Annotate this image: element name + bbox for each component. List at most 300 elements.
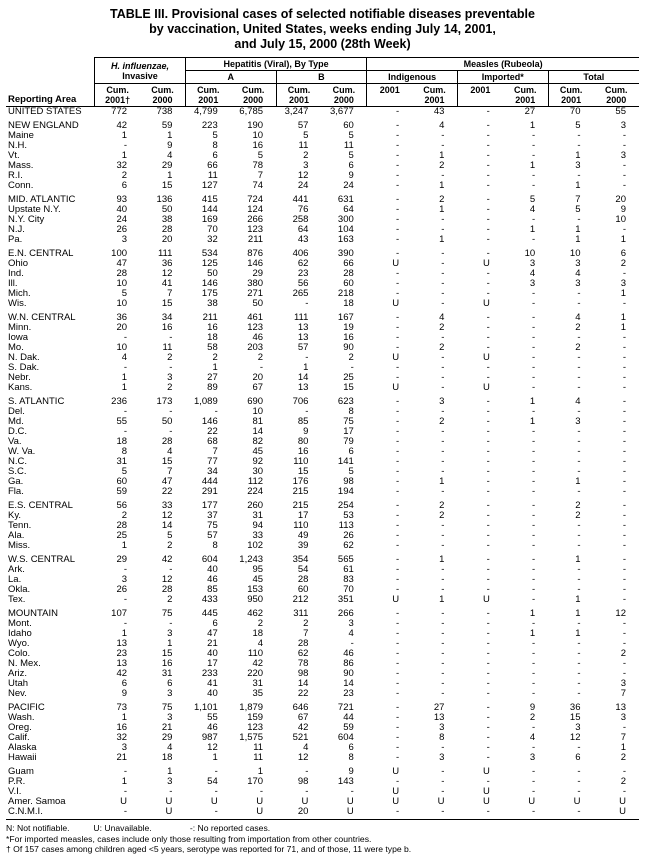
value-cell: 8 — [348, 406, 354, 417]
value-cell: 5 — [212, 130, 218, 141]
value-cell: 59 — [343, 722, 354, 733]
value-cell: - — [622, 628, 626, 639]
value-cell: 7 — [167, 288, 173, 299]
value-cell: 17 — [343, 426, 354, 437]
column-header: Cum. 2001 — [503, 84, 548, 107]
value-cell: 2 — [620, 752, 626, 763]
value-cell: 17 — [297, 510, 309, 521]
value-cell: 6 — [348, 742, 354, 753]
value-cell: - — [395, 332, 400, 343]
value-cell: 15 — [161, 456, 173, 467]
value-cell: - — [350, 362, 354, 373]
value-cell: - — [395, 648, 400, 659]
value-cell: 1,879 — [239, 702, 264, 713]
value-cell: - — [531, 658, 536, 669]
value-cell: 3 — [575, 416, 581, 427]
value-cell: - — [622, 618, 626, 629]
table-row — [6, 363, 639, 373]
value-cell: - — [486, 806, 490, 817]
table-row — [6, 639, 639, 649]
value-cell: 36 — [161, 258, 173, 269]
value-cell: - — [622, 500, 626, 511]
value-cell: - — [123, 594, 128, 605]
value-cell: - — [486, 702, 490, 713]
value-cell: - — [577, 648, 581, 659]
value-cell: 50 — [161, 416, 173, 427]
reporting-area-cell: NEW ENGLAND — [8, 120, 79, 131]
value-cell: - — [531, 594, 536, 605]
value-cell: 9 — [121, 688, 128, 699]
value-cell: 7 — [620, 732, 626, 743]
value-cell: 40 — [207, 648, 218, 659]
value-cell: 55 — [207, 712, 218, 723]
value-cell: - — [486, 554, 490, 565]
table-row — [6, 723, 639, 733]
value-cell: 1 — [529, 120, 536, 131]
value-cell: - — [395, 278, 400, 289]
value-cell: 11 — [253, 742, 264, 753]
value-cell: U — [392, 796, 400, 807]
value-cell: U — [437, 796, 445, 807]
value-cell: 10 — [524, 248, 536, 259]
value-cell: - — [622, 130, 626, 141]
value-cell: 5 — [303, 130, 309, 141]
value-cell: 8 — [439, 732, 445, 743]
value-cell: 25 — [343, 372, 354, 383]
value-cell: 18 — [116, 436, 128, 447]
value-cell: 98 — [297, 668, 309, 679]
value-cell: 9 — [303, 426, 309, 437]
reporting-area-cell: Ala. — [8, 530, 25, 541]
value-cell: 433 — [201, 594, 218, 605]
value-cell: - — [395, 140, 400, 151]
value-cell: - — [441, 776, 445, 787]
value-cell: 40 — [207, 564, 218, 575]
value-cell: - — [441, 382, 445, 393]
value-cell: U — [301, 796, 309, 807]
value-cell: - — [395, 214, 400, 225]
table-row — [6, 447, 639, 457]
value-cell: - — [169, 786, 173, 797]
value-cell: - — [305, 298, 309, 309]
value-cell: 3 — [167, 628, 173, 639]
value-cell: 58 — [207, 342, 218, 353]
value-cell: - — [395, 628, 400, 639]
value-cell: 146 — [201, 416, 218, 427]
value-cell: 64 — [343, 204, 354, 215]
value-cell: - — [486, 130, 490, 141]
value-cell: 1,575 — [239, 732, 264, 743]
value-cell: - — [441, 564, 445, 575]
reporting-area-cell: Wis. — [8, 298, 27, 309]
value-cell: 28 — [116, 268, 128, 279]
value-cell: - — [441, 628, 445, 639]
value-cell: 604 — [337, 732, 354, 743]
value-cell: - — [577, 362, 581, 373]
value-cell: 1 — [575, 150, 581, 161]
table-row — [6, 477, 639, 487]
value-cell: U — [482, 766, 490, 777]
value-cell: U — [165, 796, 173, 807]
value-cell: 4 — [439, 312, 445, 323]
value-cell: 1 — [121, 628, 128, 639]
value-cell: 16 — [297, 446, 309, 457]
value-cell: 351 — [337, 594, 354, 605]
value-cell: - — [486, 362, 490, 373]
value-cell: - — [441, 456, 445, 467]
value-cell: - — [486, 540, 490, 551]
value-cell: U — [256, 806, 264, 817]
table-row — [6, 205, 639, 215]
value-cell: 18 — [343, 298, 354, 309]
value-cell: 34 — [207, 466, 218, 477]
value-cell: 4 — [257, 638, 264, 649]
table-row — [6, 323, 639, 333]
value-cell: 1 — [257, 766, 264, 777]
value-cell: - — [531, 298, 536, 309]
value-cell: 11 — [207, 170, 218, 181]
table-row — [6, 195, 639, 205]
value-cell: 3 — [439, 396, 445, 407]
value-cell: - — [395, 396, 400, 407]
value-cell: - — [486, 742, 490, 753]
value-cell: 10 — [252, 406, 264, 417]
value-cell: - — [441, 140, 445, 151]
value-cell: 2 — [121, 170, 128, 181]
reporting-area-cell: Tex. — [8, 594, 26, 605]
value-cell: U — [482, 352, 490, 363]
value-cell: - — [395, 742, 400, 753]
value-cell: - — [577, 766, 581, 777]
value-cell: - — [441, 436, 445, 447]
value-cell: - — [441, 584, 445, 595]
value-cell: 31 — [252, 510, 264, 521]
value-cell: - — [169, 618, 173, 629]
value-cell: - — [486, 396, 490, 407]
value-cell: 1 — [575, 224, 581, 235]
value-cell: 3 — [620, 712, 626, 723]
value-cell: 5 — [348, 150, 354, 161]
value-cell: - — [577, 618, 581, 629]
value-cell: - — [395, 406, 400, 417]
value-cell: 9 — [529, 702, 536, 713]
value-cell: 9 — [167, 140, 173, 151]
value-cell: 5 — [575, 204, 581, 215]
value-cell: - — [486, 752, 490, 763]
reporting-area-cell: Va. — [8, 436, 22, 447]
value-cell: 43 — [433, 106, 445, 117]
value-cell: - — [486, 530, 490, 541]
reporting-area-cell: Ohio — [8, 258, 29, 269]
value-cell: 1 — [575, 234, 581, 245]
value-cell: 11 — [298, 140, 309, 151]
value-cell: 61 — [343, 564, 354, 575]
value-cell: - — [486, 476, 490, 487]
value-cell: 26 — [343, 530, 354, 541]
value-cell: 631 — [337, 194, 354, 205]
table-row — [6, 619, 639, 629]
reporting-area-cell: D.C. — [8, 426, 27, 437]
reporting-area-cell: Mass. — [8, 160, 34, 171]
value-cell: - — [441, 372, 445, 383]
value-cell: 987 — [201, 732, 218, 743]
reporting-area-cell: Wyo. — [8, 638, 30, 649]
value-cell: - — [486, 194, 490, 205]
reporting-area-cell: N.Y. City — [8, 214, 45, 225]
value-cell: - — [486, 732, 490, 743]
value-cell: 75 — [207, 520, 218, 531]
value-cell: - — [441, 466, 445, 477]
value-cell: 3 — [620, 278, 626, 289]
value-cell: - — [169, 332, 173, 343]
value-cell: - — [441, 486, 445, 497]
value-cell: - — [577, 372, 581, 383]
value-cell: - — [441, 540, 445, 551]
value-cell: 98 — [297, 776, 309, 787]
value-cell: 4 — [529, 732, 536, 743]
value-cell: 20 — [116, 322, 128, 333]
value-cell: 2 — [575, 510, 581, 521]
value-cell: - — [622, 352, 626, 363]
value-cell: 37 — [207, 510, 218, 521]
table-row — [6, 161, 639, 171]
value-cell: - — [622, 362, 626, 373]
value-cell: - — [441, 658, 445, 669]
value-cell: 16 — [343, 332, 354, 343]
value-cell: 194 — [337, 486, 354, 497]
column-header: Cum. 2001 — [276, 84, 321, 107]
value-cell: - — [531, 436, 536, 447]
value-cell: 15 — [569, 712, 581, 723]
value-cell: 20 — [161, 234, 173, 245]
value-cell: 4 — [529, 204, 536, 215]
value-cell: 141 — [337, 456, 354, 467]
value-cell: - — [395, 204, 400, 215]
value-cell: 3 — [303, 160, 309, 171]
table-row — [6, 689, 639, 699]
value-cell: - — [486, 628, 490, 639]
value-cell: 265 — [292, 288, 309, 299]
value-cell: 15 — [161, 180, 173, 191]
value-cell: - — [531, 638, 536, 649]
value-cell: - — [486, 170, 490, 181]
value-cell: - — [441, 258, 445, 269]
value-cell: - — [486, 466, 490, 477]
value-cell: 27 — [524, 106, 536, 117]
value-cell: 24 — [116, 214, 128, 225]
value-cell: 271 — [247, 288, 264, 299]
reporting-area-cell: Tenn. — [8, 520, 32, 531]
value-cell: - — [395, 456, 400, 467]
value-cell: 2 — [575, 500, 581, 511]
value-cell: - — [441, 298, 445, 309]
value-cell: - — [486, 678, 490, 689]
table-row — [6, 585, 639, 595]
value-cell: 32 — [116, 732, 128, 743]
value-cell: - — [441, 668, 445, 679]
value-cell: - — [395, 288, 400, 299]
value-cell: 45 — [252, 574, 264, 585]
value-cell: - — [531, 776, 536, 787]
value-cell: U — [482, 594, 490, 605]
value-cell: 124 — [247, 204, 264, 215]
value-cell: - — [531, 322, 536, 333]
value-cell: - — [395, 752, 400, 763]
value-cell: 77 — [207, 456, 218, 467]
value-cell: - — [622, 766, 626, 777]
value-cell: 354 — [292, 554, 309, 565]
value-cell: 67 — [252, 382, 264, 393]
value-cell: - — [577, 520, 581, 531]
value-cell: U — [528, 796, 536, 807]
value-cell: - — [395, 618, 400, 629]
value-cell: 1 — [167, 170, 173, 181]
value-cell: 56 — [116, 500, 128, 511]
value-cell: - — [486, 268, 490, 279]
value-cell: - — [395, 120, 400, 131]
value-cell: 8 — [212, 140, 218, 151]
value-cell: - — [531, 530, 536, 541]
value-cell: 57 — [297, 342, 309, 353]
value-cell: - — [622, 554, 626, 565]
value-cell: 127 — [201, 180, 218, 191]
value-cell: - — [486, 204, 490, 215]
value-cell: 4,799 — [193, 106, 218, 117]
reporting-area-cell: La. — [8, 574, 22, 585]
value-cell: - — [531, 362, 536, 373]
value-cell: - — [531, 352, 536, 363]
table-row — [6, 629, 639, 639]
value-cell: 2 — [121, 510, 128, 521]
value-cell: 57 — [207, 530, 218, 541]
value-cell: 14 — [343, 678, 354, 689]
value-cell: 5 — [575, 120, 581, 131]
value-cell: - — [622, 180, 626, 191]
value-cell: - — [486, 312, 490, 323]
value-cell: 62 — [297, 648, 309, 659]
value-cell: - — [395, 638, 400, 649]
table-row — [6, 467, 639, 477]
value-cell: 2 — [439, 510, 445, 521]
value-cell: - — [622, 658, 626, 669]
value-cell: - — [395, 160, 400, 171]
table-row — [6, 565, 639, 575]
value-cell: - — [486, 278, 490, 289]
value-cell: - — [350, 638, 354, 649]
value-cell: 18 — [252, 628, 264, 639]
value-cell: - — [395, 416, 400, 427]
value-cell: 40 — [207, 688, 218, 699]
value-cell: U — [392, 258, 400, 269]
table-row — [6, 121, 639, 131]
value-cell: - — [305, 406, 309, 417]
value-cell: 89 — [207, 382, 218, 393]
table-row — [6, 743, 639, 753]
value-cell: - — [577, 140, 581, 151]
reporting-area-cell: Ga. — [8, 476, 24, 487]
value-cell: 380 — [247, 278, 264, 289]
value-cell: 3 — [439, 752, 445, 763]
value-cell: 16 — [116, 722, 128, 733]
title-line-3: and July 15, 2000 (28th Week) — [234, 37, 411, 51]
value-cell: 3 — [121, 574, 128, 585]
value-cell: - — [622, 486, 626, 497]
table-row — [6, 703, 639, 713]
value-cell: - — [395, 806, 400, 817]
reporting-area-cell: S.C. — [8, 466, 27, 477]
value-cell: 23 — [116, 648, 128, 659]
value-cell: - — [531, 540, 536, 551]
reporting-area-cell: Md. — [8, 416, 24, 427]
value-cell: 20 — [252, 372, 264, 383]
value-cell: - — [531, 476, 536, 487]
value-cell: 44 — [343, 712, 354, 723]
value-cell: 6,785 — [239, 106, 264, 117]
value-cell: 73 — [116, 702, 128, 713]
value-cell: 75 — [343, 416, 354, 427]
value-cell: 1 — [620, 234, 626, 245]
value-cell: 1 — [575, 180, 581, 191]
value-cell: 3 — [348, 618, 354, 629]
value-cell: - — [395, 486, 400, 497]
value-cell: 95 — [252, 564, 264, 575]
value-cell: - — [577, 170, 581, 181]
value-cell: 46 — [207, 574, 218, 585]
value-cell: U — [619, 796, 626, 807]
value-cell: 14 — [252, 426, 264, 437]
value-cell: U — [482, 796, 490, 807]
table-row — [6, 777, 639, 787]
value-cell: 1 — [121, 382, 128, 393]
value-cell: 16 — [161, 658, 173, 669]
value-cell: 41 — [207, 678, 218, 689]
value-cell: 1 — [439, 234, 445, 245]
value-cell: 102 — [247, 540, 264, 551]
value-cell: - — [441, 688, 445, 699]
value-cell: - — [441, 130, 445, 141]
value-cell: - — [123, 618, 128, 629]
value-cell: 85 — [207, 584, 218, 595]
value-cell: - — [169, 564, 173, 575]
value-cell: - — [214, 806, 218, 817]
value-cell: 12 — [161, 574, 173, 585]
hepatitis-a-header: A — [185, 71, 276, 84]
value-cell: - — [577, 776, 581, 787]
value-cell: 2 — [167, 382, 173, 393]
value-cell: 218 — [337, 288, 354, 299]
value-cell: 10 — [116, 278, 128, 289]
value-cell: 3 — [620, 678, 626, 689]
table-row — [6, 713, 639, 723]
value-cell: - — [622, 396, 626, 407]
value-cell: 1 — [121, 372, 128, 383]
value-cell: 415 — [201, 194, 218, 205]
value-cell: 461 — [247, 312, 264, 323]
reporting-area-cell: Mont. — [8, 618, 32, 629]
value-cell: - — [486, 500, 490, 511]
value-cell: - — [577, 406, 581, 417]
value-cell: 2 — [439, 160, 445, 171]
value-cell: - — [259, 362, 264, 373]
reporting-area-cell: W.S. CENTRAL — [8, 554, 76, 565]
table-row — [6, 521, 639, 531]
value-cell: - — [214, 766, 218, 777]
value-cell: 12 — [161, 510, 173, 521]
value-cell: - — [486, 658, 490, 669]
value-cell: 136 — [156, 194, 173, 205]
h-influenzae-group-header — [95, 58, 186, 84]
value-cell: 21 — [116, 752, 128, 763]
